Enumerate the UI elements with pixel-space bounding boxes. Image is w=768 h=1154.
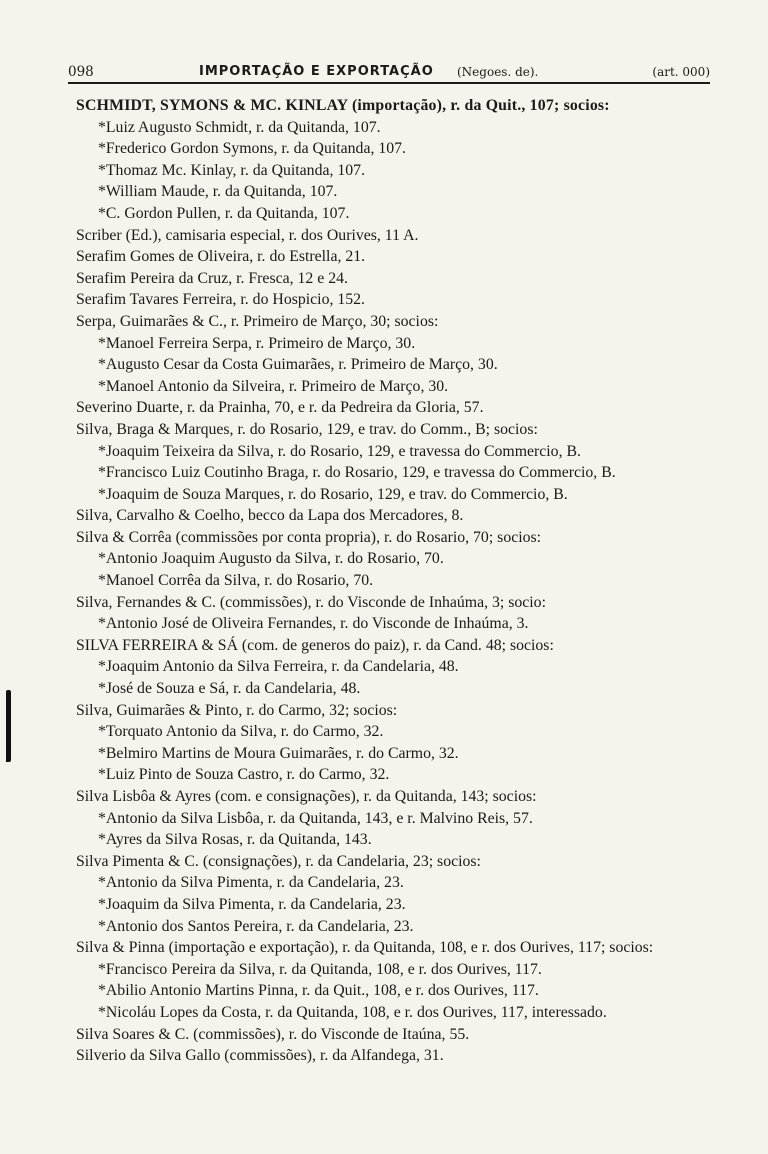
partner-entry: *Antonio da Silva Lisbôa, r. da Quitanda, 143, e r. Malvino Reis, 57.	[98, 809, 533, 827]
firm-entry: Serafim Gomes de Oliveira, r. do Estrella, 21.	[76, 248, 366, 266]
partner-entry: *Ayres da Silva Rosas, r. da Quitanda, 143.	[98, 831, 372, 849]
firm-entry: Serpa, Guimarães & C., r. Primeiro de Março, 30; socios:	[76, 312, 439, 330]
page-number: 098	[68, 64, 94, 80]
firm-entry: Silva Soares & C. (commissões), r. do Visconde de Itaúna, 55.	[76, 1025, 470, 1043]
firm-entry: Silva, Fernandes & C. (commissões), r. do Visconde de Inhaúma, 3; socio:	[76, 593, 546, 611]
firm-entry: Scriber (Ed.), camisaria especial, r. dos Ourives, 11 A.	[76, 226, 419, 244]
section-title: IMPORTAÇÃO E EXPORTAÇÃO	[199, 64, 434, 79]
partner-entry: *Manoel Antonio da Silveira, r. Primeiro de Março, 30.	[98, 377, 449, 395]
firm-entry: Silva, Braga & Marques, r. do Rosario, 129, e trav. do Comm., B; socios:	[76, 420, 538, 438]
partner-entry: *Antonio Joaquim Augusto da Silva, r. do Rosario, 70.	[98, 550, 444, 568]
firm-entry: SILVA FERREIRA & SÁ (com. de generos do paiz), r. da Cand. 48; socios:	[76, 636, 554, 654]
partner-entry: *Joaquim Antonio da Silva Ferreira, r. da Candelaria, 48.	[98, 658, 459, 676]
partner-entry: *Luiz Augusto Schmidt, r. da Quitanda, 107.	[98, 118, 381, 136]
margin-ink-mark	[6, 690, 11, 762]
partner-entry: *Manoel Ferreira Serpa, r. Primeiro de Março, 30.	[98, 334, 416, 352]
partner-entry: *Torquato Antonio da Silva, r. do Carmo, 32.	[98, 723, 384, 741]
directory-entries	[68, 95, 710, 1067]
firm-entry: Severino Duarte, r. da Prainha, 70, e r. da Pedreira da Gloria, 57.	[76, 399, 484, 417]
partner-entry: *Antonio dos Santos Pereira, r. da Candelaria, 23.	[98, 917, 414, 935]
partner-entry: *Joaquim Teixeira da Silva, r. do Rosario, 129, e travessa do Commercio, B.	[98, 442, 581, 460]
partner-entry: *Belmiro Martins de Moura Guimarães, r. do Carmo, 32.	[98, 744, 459, 762]
partner-entry: *Antonio da Silva Pimenta, r. da Candelaria, 23.	[98, 874, 404, 892]
firm-entry: SCHMIDT, SYMONS & MC. KINLAY (importação), r. da Quit., 107; socios:	[76, 97, 610, 114]
partner-entry: *José de Souza e Sá, r. da Candelaria, 48.	[98, 680, 361, 698]
firm-entry: Silva, Guimarães & Pinto, r. do Carmo, 32; socios:	[76, 701, 398, 719]
partner-entry: *Antonio José de Oliveira Fernandes, r. do Visconde de Inhaúma, 3.	[98, 615, 529, 633]
firm-entry: Silva & Pinna (importação e exportação), r. da Quitanda, 108, e r. dos Ourives, 117; socios:	[76, 939, 654, 957]
section-subtitle: (Negoes. de).	[457, 65, 539, 79]
partner-entry: *Frederico Gordon Symons, r. da Quitanda, 107.	[98, 140, 406, 158]
firm-entry: Serafim Pereira da Cruz, r. Fresca, 12 e 24.	[76, 269, 348, 287]
partner-entry: *Manoel Corrêa da Silva, r. do Rosario, 70.	[98, 572, 374, 590]
partner-entry: *Nicoláu Lopes da Costa, r. da Quitanda, 108, e r. dos Ourives, 117, interessado.	[98, 1003, 607, 1021]
partner-entry: *Joaquim da Silva Pimenta, r. da Candelaria, 23.	[98, 895, 406, 913]
partner-entry: *Joaquim de Souza Marques, r. do Rosario, 129, e trav. do Commercio, B.	[98, 485, 568, 503]
page-header	[68, 62, 710, 84]
article-number: (art. 000)	[652, 65, 710, 79]
partner-entry: *Abilio Antonio Martins Pinna, r. da Quit., 108, e r. dos Ourives, 117.	[98, 982, 539, 1000]
partner-entry: *Thomaz Mc. Kinlay, r. da Quitanda, 107.	[98, 161, 366, 179]
partner-entry: *Luiz Pinto de Souza Castro, r. do Carmo, 32.	[98, 766, 390, 784]
firm-entry: Silva Pimenta & C. (consignações), r. da Candelaria, 23; socios:	[76, 852, 481, 870]
partner-entry: *William Maude, r. da Quitanda, 107.	[98, 183, 338, 201]
partner-entry: *Augusto Cesar da Costa Guimarães, r. Primeiro de Março, 30.	[98, 356, 498, 374]
firm-entry: Serafim Tavares Ferreira, r. do Hospicio, 152.	[76, 291, 366, 309]
firm-entry: Silva, Carvalho & Coelho, becco da Lapa dos Mercadores, 8.	[76, 507, 464, 525]
firm-entry: Silva Lisbôa & Ayres (com. e consignações), r. da Quitanda, 143; socios:	[76, 788, 537, 805]
partner-entry: *C. Gordon Pullen, r. da Quitanda, 107.	[98, 204, 350, 222]
firm-entry: Silverio da Silva Gallo (commissões), r. da Alfandega, 31.	[76, 1047, 444, 1065]
firm-entry: Silva & Corrêa (commissões por conta propria), r. do Rosario, 70; socios:	[76, 528, 542, 546]
partner-entry: *Francisco Pereira da Silva, r. da Quitanda, 108, e r. dos Ourives, 117.	[98, 960, 542, 978]
partner-entry: *Francisco Luiz Coutinho Braga, r. do Rosario, 129, e travessa do Commercio, B.	[98, 464, 616, 482]
